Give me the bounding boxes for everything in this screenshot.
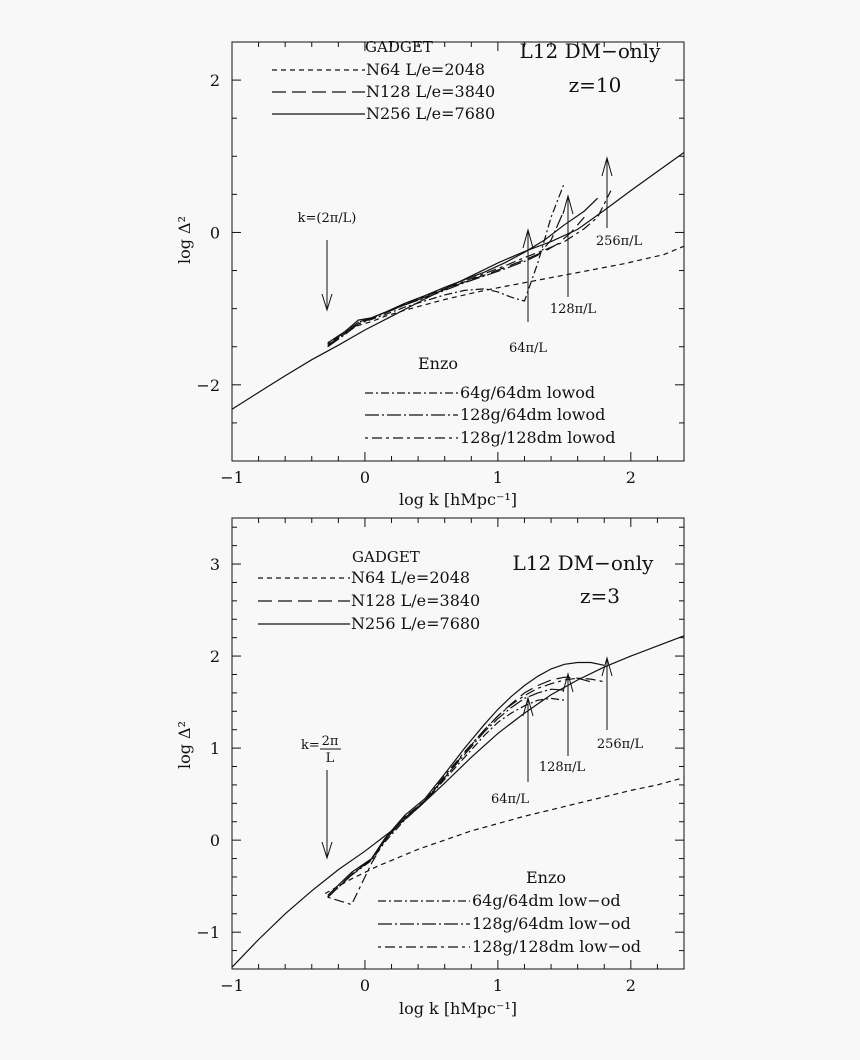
k-annotation: k= bbox=[301, 738, 320, 753]
series-line-n64-l-e-2048 bbox=[328, 246, 684, 347]
x-tick-label: 0 bbox=[359, 976, 371, 995]
legend-entry-64g64dm: 64g/64dm lowod bbox=[460, 383, 596, 402]
redshift-label: z=3 bbox=[579, 584, 621, 608]
legend-entry-128g64dm: 128g/64dm lowod bbox=[460, 405, 606, 424]
y-tick-label: 2 bbox=[209, 647, 220, 667]
legend-entry-n64: N64 L/e=2048 bbox=[366, 60, 486, 79]
y-tick-label: 2 bbox=[209, 71, 220, 91]
arrow-256pi-label: 256π/L bbox=[595, 234, 643, 249]
legend-entry-n128: N128 L/e=3840 bbox=[351, 591, 481, 610]
y-tick-label: 1 bbox=[209, 739, 220, 759]
k-annotation-numerator: 2π bbox=[321, 734, 339, 749]
series-line-n256-l-e-7680 bbox=[325, 663, 605, 896]
k-annotation-denominator: L bbox=[325, 751, 335, 766]
legend-enzo-heading: Enzo bbox=[418, 354, 459, 373]
panel-z10 bbox=[175, 38, 684, 509]
legend-enzo-heading: Enzo bbox=[526, 868, 567, 887]
arrow-256pi-label: 256π/L bbox=[596, 737, 644, 752]
arrow-128pi-label: 128π/L bbox=[549, 302, 597, 317]
y-tick-label: −2 bbox=[196, 375, 220, 395]
legend-gadget-heading: GADGET bbox=[365, 38, 433, 56]
x-axis-label: log k [hMpc⁻¹] bbox=[398, 490, 518, 509]
x-tick-label: −1 bbox=[220, 976, 244, 995]
arrow-128pi-label: 128π/L bbox=[538, 760, 586, 775]
y-axis-label: log Δ² bbox=[175, 720, 194, 770]
x-tick-label: 0 bbox=[359, 468, 371, 487]
k-annotation: k=(2π/L) bbox=[297, 211, 357, 226]
legend-entry-128g128dm: 128g/128dm low−od bbox=[472, 937, 641, 956]
y-tick-label: −1 bbox=[196, 923, 220, 943]
legend-entry-64g64dm: 64g/64dm low−od bbox=[472, 891, 621, 910]
series-line-n256-l-e-7680 bbox=[328, 198, 598, 343]
tick-labels bbox=[196, 71, 636, 487]
x-tick-label: 2 bbox=[625, 468, 636, 487]
x-tick-label: 1 bbox=[492, 468, 503, 487]
legend-entry-n256: N256 L/e=7680 bbox=[351, 614, 481, 633]
y-tick-label: 3 bbox=[209, 555, 220, 575]
y-tick-label: 0 bbox=[209, 223, 220, 243]
x-tick-label: 1 bbox=[492, 976, 503, 995]
legend-entry-128g128dm: 128g/128dm lowod bbox=[460, 428, 616, 447]
x-tick-label: 2 bbox=[625, 976, 636, 995]
chart-title: L12 DM−only bbox=[512, 551, 654, 575]
legend-entry-128g64dm: 128g/64dm low−od bbox=[472, 914, 631, 933]
x-axis-label: log k [hMpc⁻¹] bbox=[398, 999, 518, 1018]
legend-entry-n128: N128 L/e=3840 bbox=[366, 82, 496, 101]
chart-title: L12 DM−only bbox=[519, 39, 661, 63]
series-line-128g-64dm-lowod bbox=[328, 210, 565, 347]
y-axis-label: log Δ² bbox=[175, 215, 194, 265]
y-tick-label: 0 bbox=[209, 831, 220, 851]
legend-entry-n256: N256 L/e=7680 bbox=[366, 104, 496, 123]
legend-entry-n64: N64 L/e=2048 bbox=[351, 568, 471, 587]
x-tick-label: −1 bbox=[220, 468, 244, 487]
arrow-64pi-label: 64π/L bbox=[490, 792, 530, 807]
arrow-64pi-label: 64π/L bbox=[508, 341, 548, 356]
panel-z3 bbox=[175, 518, 684, 1018]
legend-gadget-heading: GADGET bbox=[352, 548, 420, 566]
redshift-label: z=10 bbox=[568, 73, 622, 97]
